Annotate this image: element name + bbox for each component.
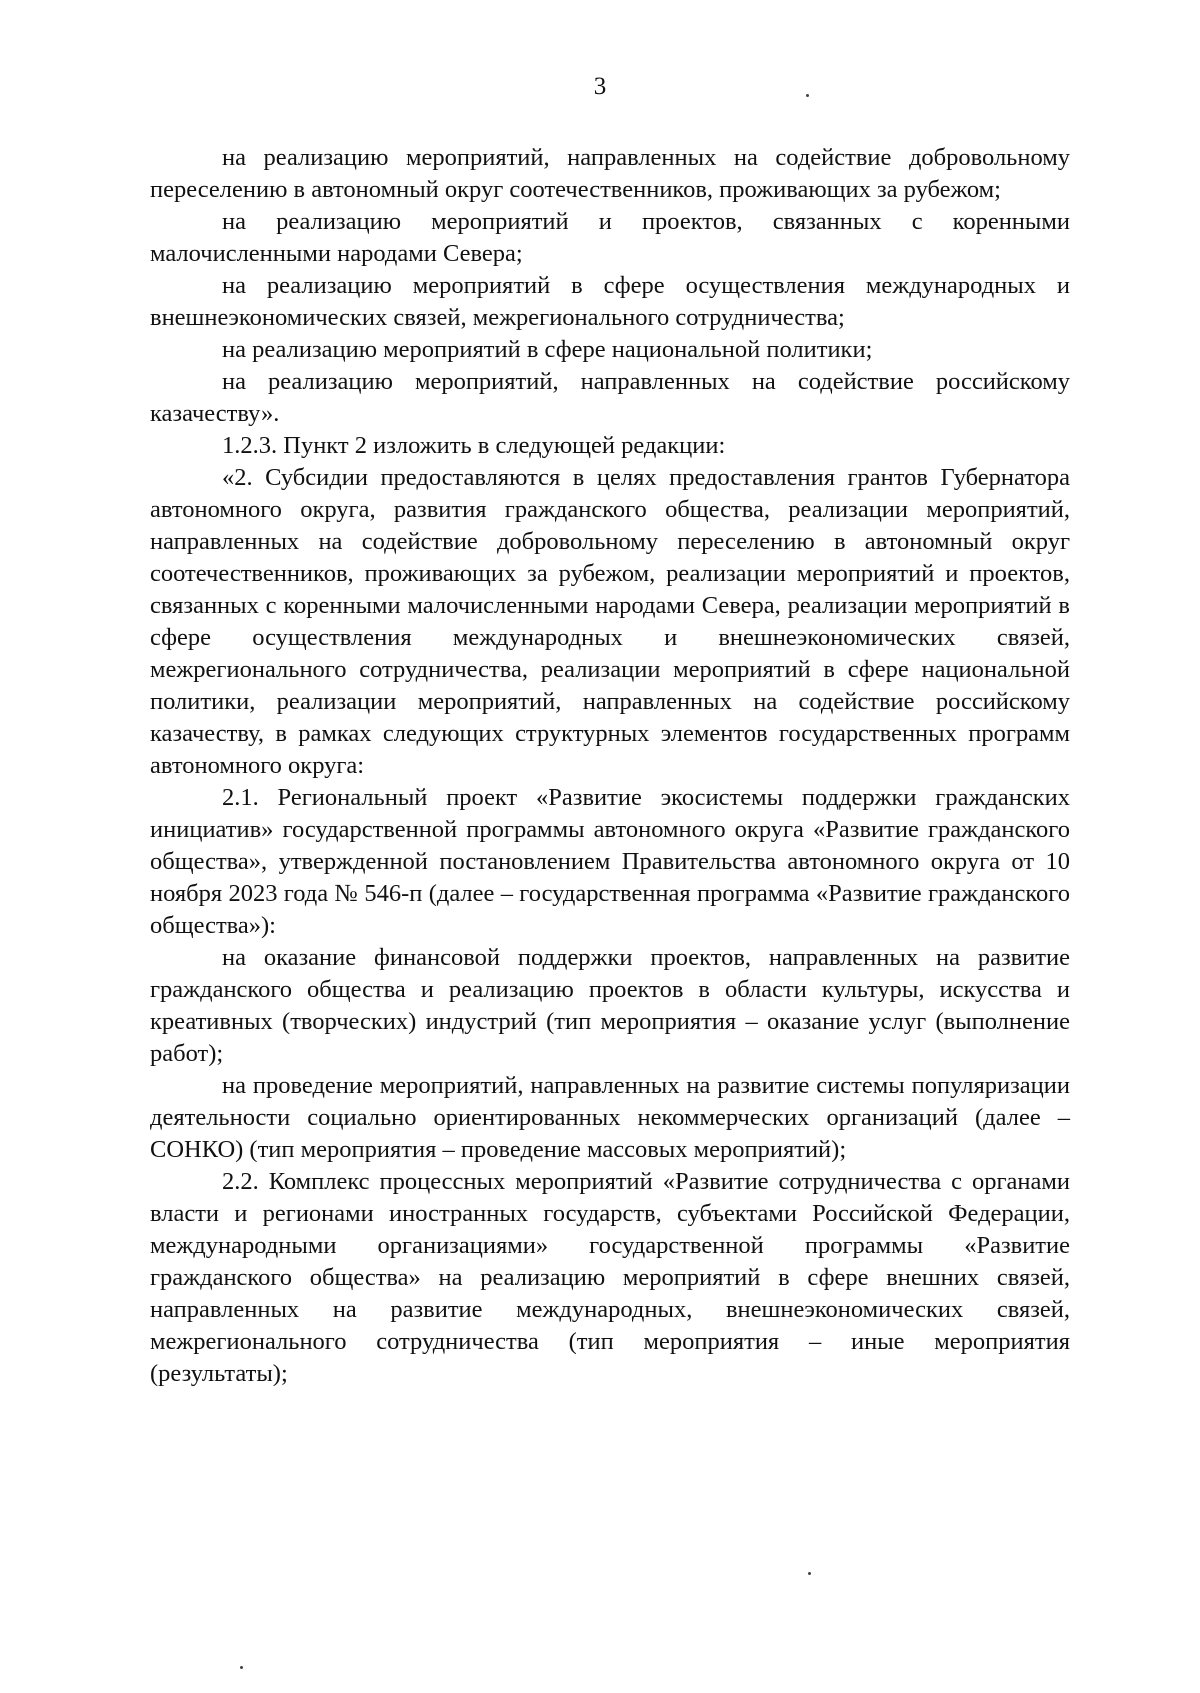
paragraph-international-relations: на реализацию мероприятий в сфере осуществления международных и внешнеэкономических связей, межрегионального сотрудничества; (150, 272, 1070, 331)
scan-speck (808, 1572, 811, 1575)
paragraph-cossacks: на реализацию мероприятий, направленных на содействие российскому казачеству». (150, 368, 1070, 427)
paragraph-sonko-events: на проведение мероприятий, направленных на развитие системы популяризации деятельности социально ориентированных некоммерческих организаций (далее – СОНКО) (тип мероприятия – проведение массовых мероприятий); (150, 1072, 1070, 1163)
paragraph-financial-support: на оказание финансовой поддержки проектов, направленных на развитие гражданского общества и реализацию проектов в области культуры, искусства и креативных (творческих) индустрий (тип мероприятия – оказание услуг (выполнение работ); (150, 944, 1070, 1067)
paragraph-resettlement: на реализацию мероприятий, направленных на содействие добровольному переселению в автономный округ соотечественников, проживающих за рубежом; (150, 144, 1070, 203)
paragraph-clause-2: «2. Субсидии предоставляются в целях предоставления грантов Губернатора автономного округа, развития гражданского общества, реализации мероприятий, направленных на содействие добровольному переселению в автономный округ соотечественников, проживающих за рубежом, реализации мероприятий и проектов, связанных с коренными малочисленными народами Севера, реализации мероприятий в сфере осуществления международных и внешнеэкономических связей, межрегионального сотрудничества, реализации мероприятий в сфере национальной политики, реализации мероприятий, направленных на содействие российскому казачеству, в рамках следующих структурных элементов государственных программ автономного округа: (150, 464, 1070, 779)
page-number: 3 (593, 73, 607, 100)
scan-speck (806, 94, 809, 97)
document-body (150, 142, 1070, 1390)
paragraph-clause-2-1: 2.1. Региональный проект «Развитие экосистемы поддержки гражданских инициатив» государственной программы автономного округа «Развитие гражданского общества», утвержденной постановлением Правительства автономного округа от 10 ноября 2023 года № 546-п (далее – государственная программа «Развитие гражданского общества»): (150, 784, 1070, 939)
paragraph-clause-2-2: 2.2. Комплекс процессных мероприятий «Развитие сотрудничества с органами власти и регионами иностранных государств, субъектами Российской Федерации, международными организациями» государственной программы «Развитие гражданского общества» на реализацию мероприятий в сфере внешних связей, направленных на развитие международных, внешнеэкономических связей, межрегионального сотрудничества (тип мероприятия – иные мероприятия (результаты); (150, 1168, 1070, 1387)
paragraph-clause-1-2-3: 1.2.3. Пункт 2 изложить в следующей редакции: (222, 432, 726, 459)
scan-speck (240, 1666, 243, 1669)
paragraph-national-policy: на реализацию мероприятий в сфере национальной политики; (222, 336, 873, 363)
paragraph-indigenous-peoples: на реализацию мероприятий и проектов, связанных с коренными малочисленными народами Севера; (150, 208, 1070, 267)
